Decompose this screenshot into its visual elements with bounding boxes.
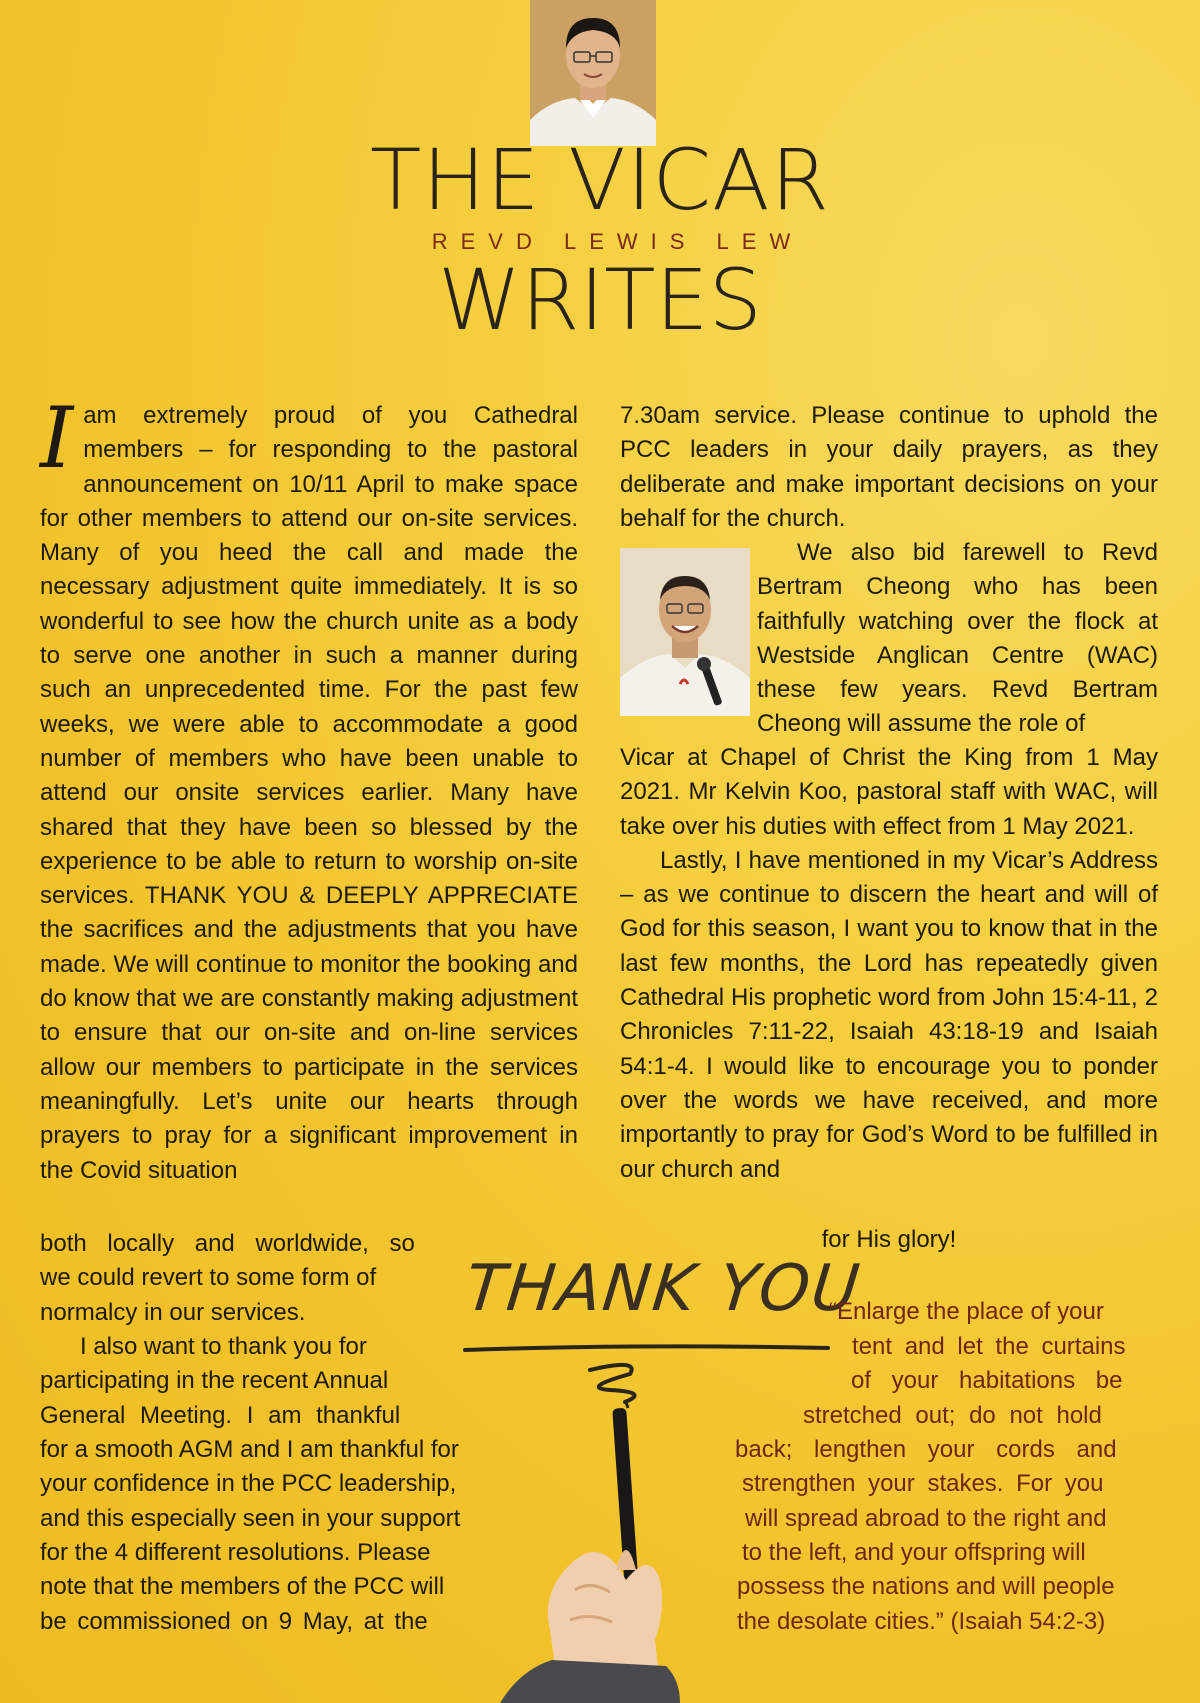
quote-line: the desolate cities.” (Isaiah 54:2-3)	[737, 1608, 1106, 1635]
quote-line: to the left, and your offspring will	[742, 1539, 1086, 1566]
page-title-line2: WRITES	[438, 251, 762, 349]
left-line: for the 4 different resolutions. Please	[40, 1539, 431, 1566]
quote-line: possess the nations and will people	[737, 1573, 1115, 1600]
left-line: normalcy in our services.	[40, 1299, 306, 1326]
quote-line: stretched out; do not hold	[803, 1402, 1102, 1429]
author-byline: REVD LEWIS LEW	[431, 229, 804, 254]
left-line: be commissioned on 9 May, at the	[40, 1608, 428, 1635]
paragraph-opening: am extremely proud of you Cathedral members – for responding to the pastoral announcement on 10/11 April to make space for other members to attend our on-site services. Many of you heed the call and made the necessary adjustment quite immediately. It is so wonderful to see how the church unite as a body to serve one another in such a manner during such an unprecedented time. For the past few weeks, we were able to accommodate a good number of members who have been unable to attend our onsite services earlier. Many have shared that they have been so blessed by the experience to be able to return to worship on-site services. THANK YOU & DEEPLY APPRECIATE the sacrifices and the adjustments that you have made. We will continue to monitor the booking and do know that we are constantly making adjustment to ensure that our on-site and on-line services allow our members to participate in the services meaningfully. Let’s unite our hearts through prayers to pray for a significant improvement in the Covid situation	[40, 402, 578, 1184]
left-line: participating in the recent Annual	[40, 1367, 389, 1394]
paragraph-farewell-cont: Vicar at Chapel of Christ the King from 1 May 2021. Mr Kelvin Koo, pastoral staff with WAC, will take over his duties with effect from 1 May 2021.	[620, 744, 1158, 840]
quote-line: of your habitations be	[851, 1367, 1123, 1394]
quote-line: “Enlarge the place of your	[829, 1298, 1104, 1325]
quote-line: will spread abroad to the right and	[745, 1505, 1107, 1532]
paragraph-lastly: Lastly, I have mentioned in my Vicar’s Address – as we continue to discern the heart and will of God for this season, I want you to know that in the last few months, the Lord has repeatedly given Cathedral His prophetic word from John 15:4-11, 2 Chronicles 7:11-22, Isaiah 43:18-19 and Isaiah 54:1-4. I would like to encourage you to ponder over the words we have received, and more importantly to pray for God’s Word to be fulfilled in our church and	[620, 846, 1158, 1183]
left-line: we could revert to some form of	[40, 1264, 377, 1291]
right-column-middle	[620, 741, 1158, 1187]
left-line: I also want to thank you for	[80, 1333, 367, 1360]
vicar-portrait	[530, 0, 656, 146]
closing-line: for His glory!	[821, 1226, 957, 1253]
quote-line: tent and let the curtains	[852, 1333, 1126, 1360]
left-line: both locally and worldwide, so	[40, 1230, 415, 1257]
left-line: and this especially seen in your support	[40, 1505, 461, 1532]
paragraph-pcc: 7.30am service. Please continue to uphold the PCC leaders in your daily prayers, as they deliberate and make important decisions on your behalf for the church.	[620, 402, 1158, 532]
right-column-wrap	[757, 536, 1158, 742]
right-column-top	[620, 399, 1158, 536]
quote-line: back; lengthen your cords and	[735, 1436, 1117, 1463]
left-line: for a smooth AGM and I am thankful for	[40, 1436, 459, 1463]
page-title-line1: THE VICAR	[370, 131, 830, 229]
left-line: note that the members of the PCC will	[40, 1573, 445, 1600]
paragraph-farewell: We also bid farewell to Revd Bertram Cheong who has been faithfully watching over the flock at Westside Anglican Centre (WAC) these few years. Revd Bertram Cheong will assume the role of	[757, 539, 1158, 738]
left-line: General Meeting. I am thankful	[40, 1402, 401, 1429]
quote-line: strengthen your stakes. For you	[742, 1470, 1104, 1497]
revd-bertram-photo	[620, 548, 750, 716]
left-line: your confidence in the PCC leadership,	[40, 1470, 457, 1497]
thank-you-heading: THANK YOU	[462, 1252, 865, 1326]
left-column-body	[40, 389, 578, 1188]
dropcap: I	[40, 389, 74, 487]
